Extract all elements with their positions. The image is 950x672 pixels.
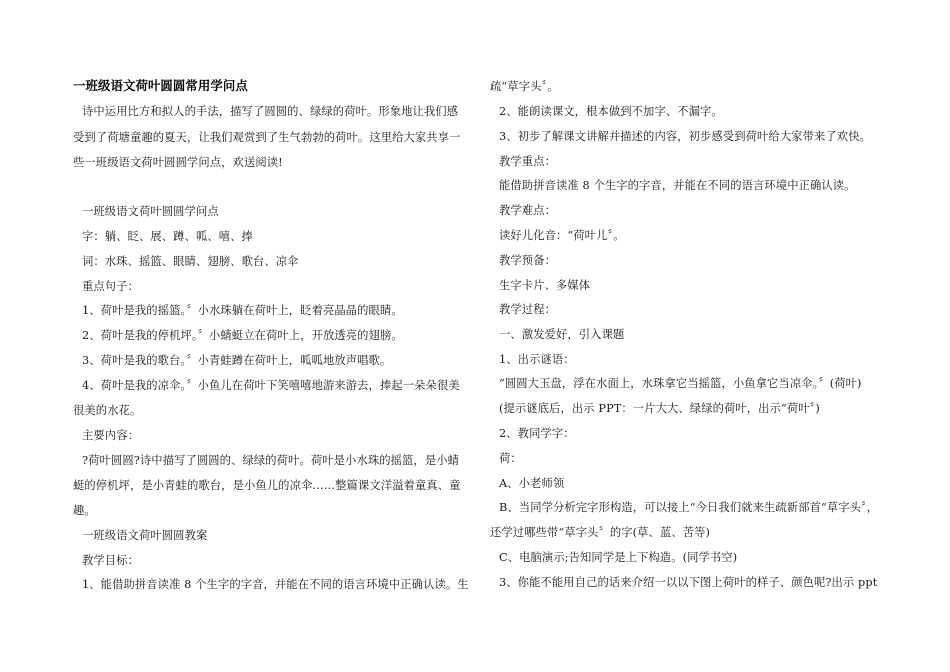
- paragraph-line: 很美的水花。: [73, 404, 142, 417]
- paragraph-line: “圆圆大玉盘，浮在水面上，水珠拿它当摇篮，小鱼拿它当凉伞。〞(荷叶): [499, 377, 862, 390]
- paragraph-line: B、当同学分析完字形构造，可以接上“今日我们就来生疏新部首“草字头〞，: [499, 501, 879, 514]
- paragraph-line: 4、荷叶是我的凉伞。〞小鱼儿在荷叶下笑嘻嘻地游来游去，捧起一朵朵很美: [82, 379, 460, 392]
- paragraph-line: 1、出示谜语：: [499, 353, 575, 366]
- paragraph-line: C、电脑演示;告知同学是上下构造。(同学书空): [499, 551, 738, 564]
- paragraph-line: 读好儿化音：“荷叶儿〞。: [499, 229, 625, 242]
- paragraph-line: 教学过程：: [499, 303, 556, 316]
- paragraph-line: 一、激发爱好，引入课题: [499, 328, 625, 341]
- paragraph-line: 教学难点：: [499, 204, 556, 217]
- paragraph-line: 荷：: [499, 452, 522, 465]
- document-title: 一班级语文荷叶圆圆常用学问点: [73, 78, 248, 93]
- paragraph-line: 3、初步了解课文讲解并描述的内容，初步感受到荷叶给大家带来了欢快。: [499, 130, 871, 143]
- paragraph-line: 还学过哪些带“草字头〞的字(草、蓝、苦等): [490, 526, 711, 539]
- paragraph-line: 字：躺、眨、展、蹲、呱、嘻、捧: [82, 230, 253, 243]
- paragraph-line: 2、能朗读课文，根本做到不加字、不漏字。: [499, 105, 723, 118]
- paragraph-line: 词：水珠、摇篮、眼睛、翅膀、歌台、凉伞: [82, 255, 299, 268]
- paragraph-line: 3、你能不能用自己的话来介绍一以以下图上荷叶的样子、颜色呢?出示 ppt: [499, 576, 878, 589]
- paragraph-line: 1、能借助拼音读准 8 个生字的字音，并能在不同的语言环境中正确认读。生: [82, 578, 469, 591]
- paragraph-line: 主要内容：: [82, 429, 139, 442]
- paragraph-line: 2、教同学字：: [499, 427, 575, 440]
- paragraph-line: 生字卡片、多媒体: [499, 279, 591, 292]
- section-heading: 一班级语文荷叶圆圆教案: [82, 529, 208, 542]
- paragraph-line: 1、荷叶是我的摇篮。〞小水珠躺在荷叶上，眨着亮晶晶的眼睛。: [82, 304, 403, 317]
- paragraph-line: 3、荷叶是我的歌台。〞小青蛙蹲在荷叶上，呱呱地放声唱歌。: [82, 354, 392, 367]
- paragraph-line: 疏“草字头〞。: [490, 80, 559, 93]
- paragraph-line: 2、荷叶是我的停机坪。〞小蜻蜓立在荷叶上，开放透亮的翅膀。: [82, 329, 403, 342]
- paragraph-line: ?荷叶圆圆?诗中描写了圆圆的、绿绿的荷叶。荷叶是小水珠的摇篮，是小蜻: [82, 454, 460, 467]
- paragraph-line: 受到了荷塘童趣的夏天，让我们观赏到了生气勃勃的荷叶。这里给大家共享一: [73, 131, 461, 144]
- section-heading: 一班级语文荷叶圆圆学问点: [82, 205, 219, 218]
- paragraph-line: (提示谜底后，出示 PPT：一片大大、绿绿的荷叶，出示“荷叶〞): [499, 402, 820, 415]
- paragraph-line: 教学重点：: [499, 155, 556, 168]
- paragraph-line: 重点句子：: [82, 280, 139, 293]
- paragraph-line: 蜓的停机坪，是小青蛙的歌台，是小鱼儿的凉伞……整篇课文洋溢着童真、童: [73, 479, 461, 492]
- paragraph-line: 诗中运用比方和拟人的手法，描写了圆圆的、绿绿的荷叶。形象地让我们感: [82, 105, 459, 118]
- paragraph-line: 教学预备：: [499, 254, 556, 267]
- paragraph-line: A、小老师领: [499, 477, 565, 490]
- paragraph-line: 些一班级语文荷叶圆圆学问点，欢送阅读!: [73, 156, 283, 169]
- paragraph-line: 教学目标：: [82, 554, 139, 567]
- paragraph-line: 能借助拼音读准 8 个生字的字音，并能在不同的语言环境中正确认读。: [499, 179, 856, 192]
- paragraph-line: 趣。: [73, 504, 96, 517]
